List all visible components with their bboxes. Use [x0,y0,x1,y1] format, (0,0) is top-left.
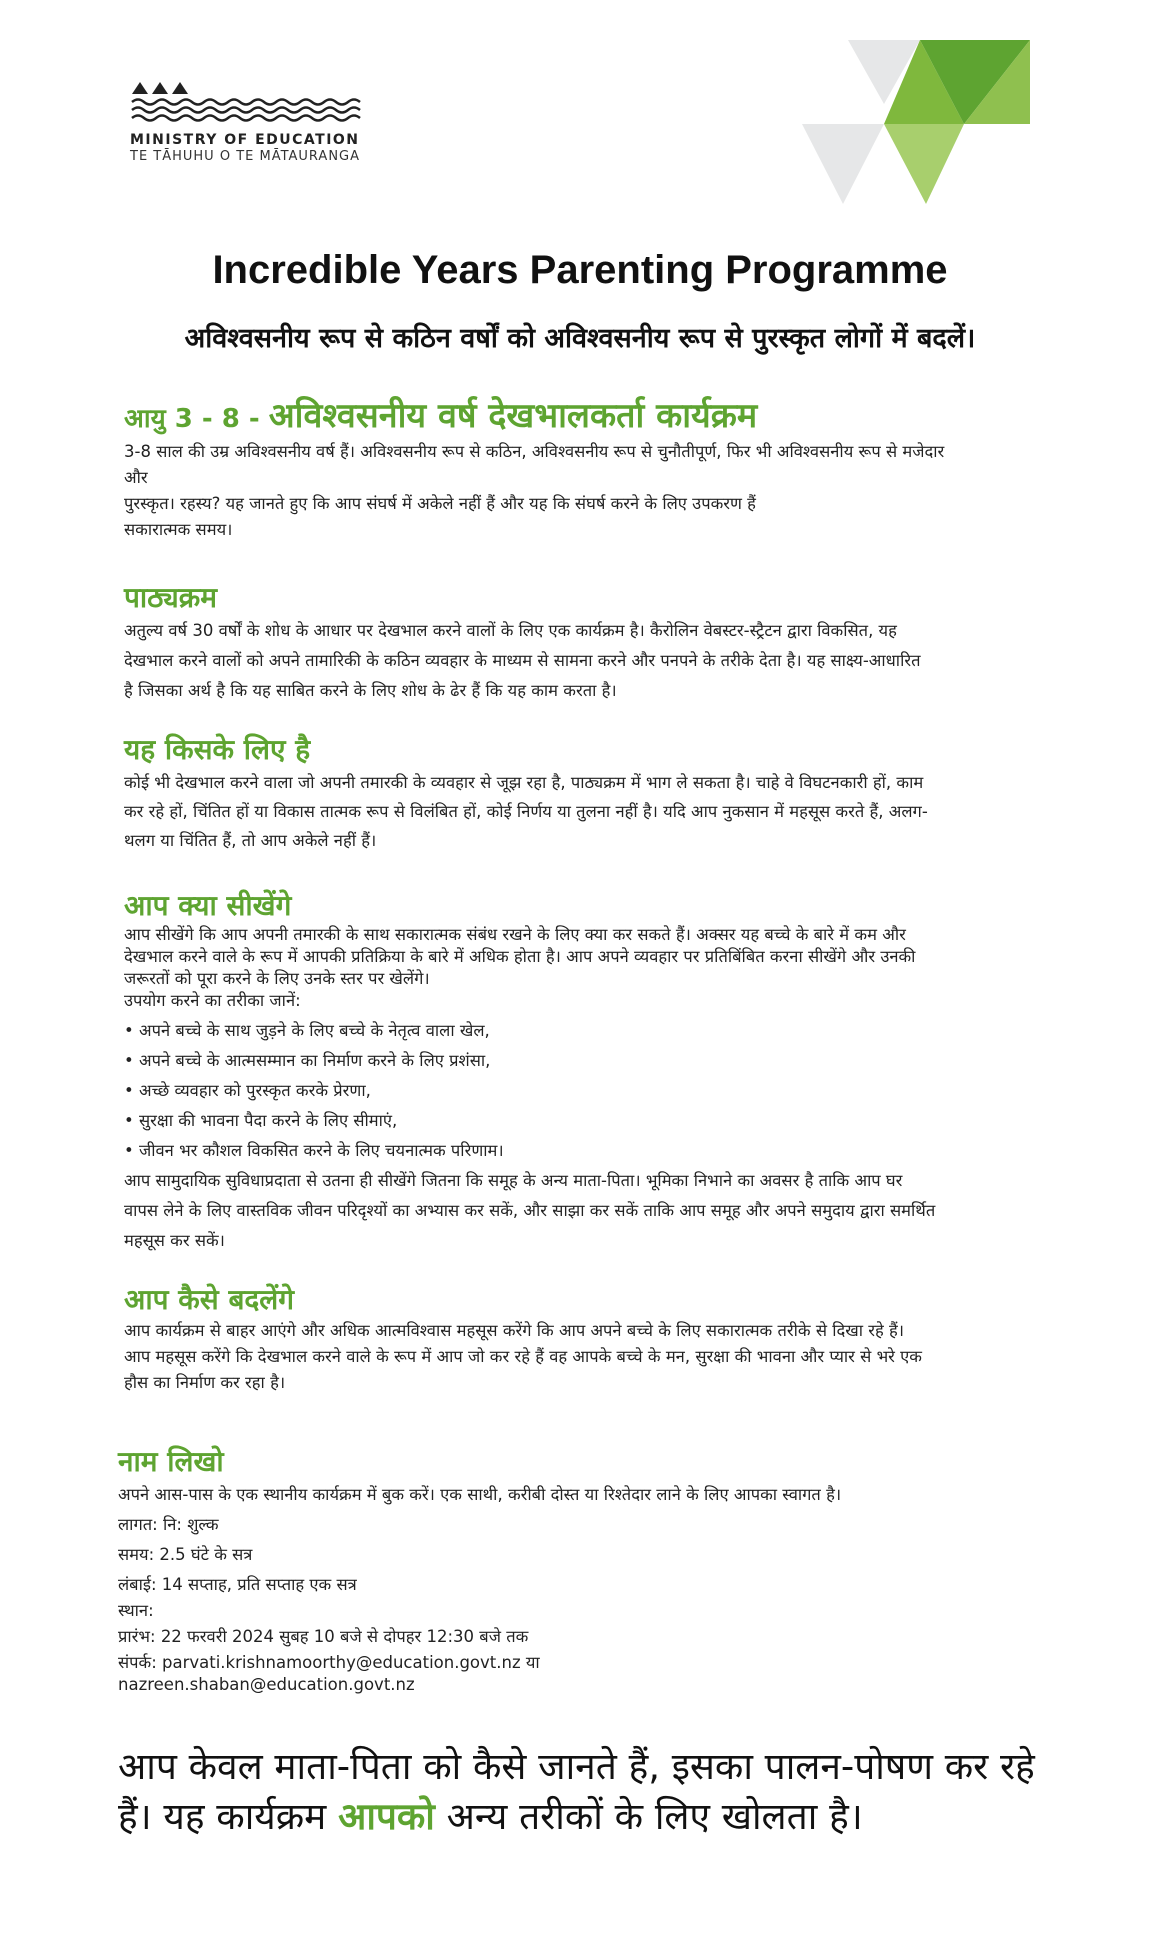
closing-text-end: अन्य तरीकों के लिए खोलता है। [434,1795,863,1838]
text-line: अतुल्य वर्ष 30 वर्षों के शोध के आधार पर देखभाल करने वालों के लिए एक कार्यक्रम है। कैरोलिन वेबस्टर-स्ट्रैटन द्वारा विकसित, यह [124,621,897,640]
text-line: वापस लेने के लिए वास्तविक जीवन परिदृश्यों का अभ्यास कर सकें, और साझा कर सकें ताकि आप समूह और अपने समुदाय द्वारा समर्थित [124,1201,936,1220]
curriculum-text [124,616,1032,706]
learn-section [124,888,1032,1256]
curriculum-section [124,580,1032,706]
learn-bullets [124,1016,1032,1166]
audience-section [124,732,1032,855]
text-line: उपयोग करने का तरीका जानें: [124,991,301,1010]
text-line: पुरस्कृत। रहस्य? यह जानते हुए कि आप संघर्ष में अकेले नहीं हैं और यह कि संघर्ष करने के लिए उपकरण हैं [124,494,756,513]
list-item: • अपने बच्चे के साथ जुड़ने के लिए बच्चे के नेतृत्व वाला खेल, [124,1021,490,1040]
text-line: देखभाल करने वालों को अपने तामारिकी के कठिन व्यवहार के माध्यम से सामना करने और पनपने के तरीके देता है। यह साक्ष्य-आधारित [124,651,921,670]
intro-text [124,439,1032,543]
audience-text [124,768,1032,855]
logo-subtitle: TE TĀHUHU O TE MĀTAURANGA [130,149,361,164]
logo-title: MINISTRY OF EDUCATION [130,132,360,148]
signup-details [118,1480,1026,1652]
signup-section [118,1444,1026,1696]
text-line: थलग या चिंतित हैं, तो आप अकेले नहीं हैं। [124,831,377,850]
learn-text [124,924,1032,1012]
text-line: 3-8 साल की उम्र अविश्वसनीय वर्ष हैं। अविश्वसनीय रूप से कठिन, अविश्वसनीय रूप से चुनौतीपूर्ण, फिर भी अविश्वसनीय रूप से मजेदार [124,442,945,461]
change-section [124,1282,1032,1396]
text-line: अपने आस-पास के एक स्थानीय कार्यक्रम में बुक करें। एक साथी, करीबी दोस्त या रिश्तेदार लाने के लिए आपका स्वागत है। [118,1485,842,1504]
curriculum-heading: पाठ्यक्रम [124,581,218,614]
text-line: आप सामुदायिक सुविधाप्रदाता से उतना ही सीखेंगे जितना कि समूह के अन्य माता-पिता। भूमिका निभाने का अवसर है ताकि आप घर [124,1171,903,1190]
text-line: देखभाल करने वाले के रूप में आपकी प्रतिक्रिया के बारे में अधिक होता है। आप अपने व्यवहार पर प्रतिबिंबित करना सीखेंगे और उनकी [124,947,916,966]
audience-heading: यह किसके लिए है [124,733,311,766]
length-line: लंबाई: 14 सप्ताह, प्रति सप्ताह एक सत्र [118,1575,357,1594]
programme-name: अविश्वसनीय वर्ष देखभालकर्ता कार्यक्रम [268,396,758,436]
closing-statement [118,1742,1058,1842]
list-item: • जीवन भर कौशल विकसित करने के लिए चयनात्मक परिणाम। [124,1141,504,1160]
list-item: • सुरक्षा की भावना पैदा करने के लिए सीमाएं, [124,1111,398,1130]
text-line: महसूस कर सकें। [124,1231,225,1250]
text-line: आप सीखेंगे कि आप अपनी तमारकी के साथ सकारात्मक संबंध रखने के लिए क्या कर सकते हैं। अक्सर यह बच्चे के बारे में कम और [124,925,906,944]
change-text [124,1318,1032,1396]
list-item: • अच्छे व्यवहार को पुरस्कृत करके प्रेरणा, [124,1081,371,1100]
text-line: हौस का निर्माण कर रहा है। [124,1373,286,1392]
age-range: आयु 3 - 8 - [124,404,269,434]
text-line: और [124,468,148,487]
ministry-logo [130,80,390,164]
learn-after-text [124,1166,1032,1256]
page-subtitle: अविश्वसनीय रूप से कठिन वर्षों को अविश्वसनीय रूप से पुरस्कृत लोगों में बदलें। [184,323,976,354]
text-line: कोई भी देखभाल करने वाला जो अपनी तमारकी के व्यवहार से जूझ रहा है, पाठ्यक्रम में भाग ले सकता है। चाहे वे विघटनकारी हों, काम [124,773,924,792]
closing-highlight: आपको [338,1795,435,1838]
text-line: आप कार्यक्रम से बाहर आएंगे और अधिक आत्मविश्वास महसूस करेंगे कि आप अपने बच्चे के लिए सकारात्मक तरीके से दिखा रहे हैं। [124,1321,905,1340]
text-line: कर रहे हों, चिंतित हों या विकास तात्मक रूप से विलंबित हों, कोई निर्णय या तुलना नहीं है। यदि आप नुकसान में महसूस करते हैं, अलग- [124,802,928,821]
change-heading: आप कैसे बदलेंगे [124,1283,295,1316]
signup-heading: नाम लिखो [118,1445,224,1478]
triangles-graphic [800,38,1030,210]
learn-heading: आप क्या सीखेंगे [124,889,292,922]
text-line: है जिसका अर्थ है कि यह साबित करने के लिए शोध के ढेर हैं कि यह काम करता है। [124,681,617,700]
intro-section [124,396,1032,543]
page-title: Incredible Years Parenting Programme [212,248,948,292]
text-line: आप महसूस करेंगे कि देखभाल करने वाले के रूप में आप जो कर रहे हैं वह आपके बच्चे के मन, सुरक्षा की भावना और प्यार से भरे एक [124,1347,922,1366]
location-line: स्थान: [118,1601,154,1620]
time-line: समय: 2.5 घंटे के सत्र [118,1545,253,1564]
text-line: जरूरतों को पूरा करने के लिए उनके स्तर पर खेलेंगे। [124,969,430,988]
contact-line: संपर्क: parvati.krishnamoorthy@education.govt.nz या [118,1653,540,1672]
text-line: सकारात्मक समय। [124,520,233,539]
mountains-waves-icon [130,80,370,122]
start-line: प्रारंभ: 22 फरवरी 2024 सुबह 10 बजे से दोपहर 12:30 बजे तक [118,1627,529,1646]
contact-block [118,1652,1026,1696]
list-item: • अपने बच्चे के आत्मसम्मान का निर्माण करने के लिए प्रशंसा, [124,1051,491,1070]
intro-heading [124,396,1032,439]
cost-line: लागत: नि: शुल्क [118,1515,219,1534]
closing-text: आप केवल माता-पिता को कैसे जानते हैं, इसका पालन-पोषण कर रहे हैं। यह कार्यक्रम [118,1745,1035,1838]
contact-email: nazreen.shaban@education.govt.nz [118,1675,415,1694]
